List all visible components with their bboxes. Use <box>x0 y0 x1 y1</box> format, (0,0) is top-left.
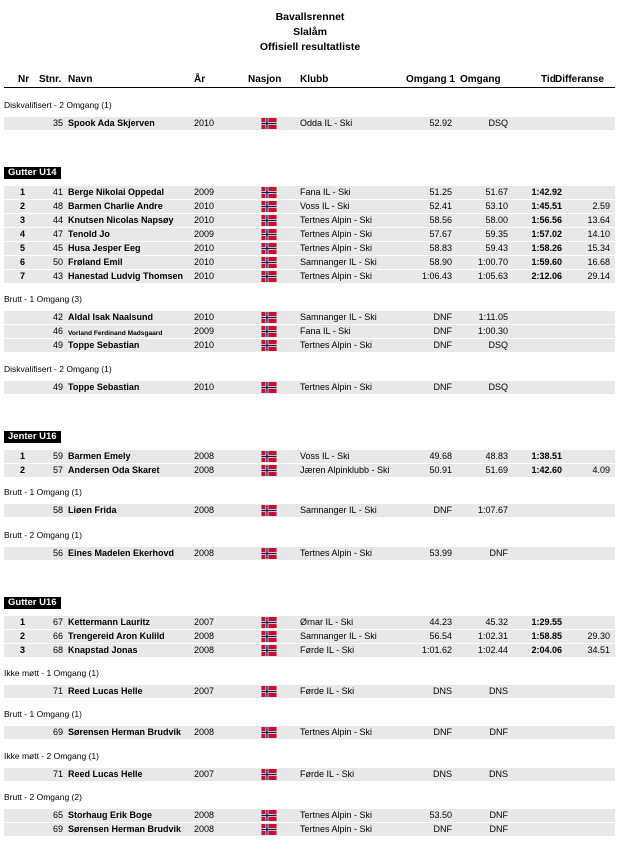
norway-flag-icon <box>260 340 278 351</box>
rank: 1 <box>20 187 26 197</box>
athlete-name: Barmen Emely <box>68 451 131 461</box>
norway-flag-icon <box>260 824 278 835</box>
athlete-name: Sørensen Herman Brudvik <box>68 727 182 737</box>
run2-time: DSQ <box>488 382 508 392</box>
run1-time: 52.92 <box>429 118 452 128</box>
norway-flag-icon <box>260 187 278 198</box>
norway-flag-icon <box>260 617 278 628</box>
bib-number: 47 <box>52 229 63 239</box>
club: Samnanger IL - Ski <box>300 257 377 267</box>
run1-time: DNF <box>433 326 452 336</box>
birth-year: 2009 <box>194 187 215 197</box>
run2-time: 53.10 <box>485 201 508 211</box>
athlete-name: Knapstad Jonas <box>68 645 138 655</box>
norway-flag-icon <box>260 312 278 323</box>
status-group-label: Brutt - 1 Omgang (3) <box>4 294 82 304</box>
athlete-name: Storhaug Erik Boge <box>68 810 153 820</box>
athlete-name: Trengereid Aron Kulild <box>68 631 165 641</box>
birth-year: 2008 <box>194 810 215 820</box>
norway-flag-icon <box>260 257 278 268</box>
bib-number: 42 <box>52 312 63 322</box>
col-tid: Tid <box>541 74 556 85</box>
run2-time: DNF <box>489 548 508 558</box>
result-row <box>4 630 615 643</box>
norway-flag-icon <box>260 686 278 697</box>
birth-year: 2008 <box>194 631 215 641</box>
run2-time: 1:00.30 <box>477 326 508 336</box>
club: Voss IL - Ski <box>300 201 350 211</box>
time-difference: 4.09 <box>592 465 610 475</box>
time-difference: 2.59 <box>592 201 610 211</box>
birth-year: 2009 <box>194 326 215 336</box>
norway-flag-icon <box>260 243 278 254</box>
club: Samnanger IL - Ski <box>300 312 377 322</box>
run2-time: DNS <box>488 686 508 696</box>
norway-flag-icon <box>260 769 278 780</box>
athlete-name: Spook Ada Skjerven <box>68 118 155 128</box>
club: Tertnes Alpin - Ski <box>300 229 373 239</box>
result-row <box>4 242 615 255</box>
club: Tertnes Alpin - Ski <box>300 548 373 558</box>
run1-time: 51.25 <box>429 187 452 197</box>
run1-time: DNF <box>433 340 452 350</box>
birth-year: 2010 <box>194 312 215 322</box>
athlete-name: Sørensen Herman Brudvik <box>68 824 182 834</box>
birth-year: 2010 <box>194 340 215 350</box>
athlete-name: Hanestad Ludvig Thomsen <box>68 271 184 281</box>
run1-time: 58.90 <box>429 257 452 267</box>
rank: 5 <box>20 243 26 253</box>
result-row <box>4 186 615 199</box>
club: Samnanger IL - Ski <box>300 505 377 515</box>
athlete-name: Eines Madelen Ekerhovd <box>68 548 175 558</box>
athlete-name: Vorland Ferdinand Madsgaard <box>68 329 163 337</box>
run1-time: 58.56 <box>429 215 452 225</box>
bib-number: 50 <box>52 257 63 267</box>
total-time: 1:59.60 <box>531 257 562 267</box>
result-row <box>4 644 615 657</box>
rank: 1 <box>20 451 26 461</box>
club: Tertnes Alpin - Ski <box>300 727 373 737</box>
club: Samnanger IL - Ski <box>300 631 377 641</box>
result-row <box>4 823 615 836</box>
total-time: 1:45.51 <box>531 201 562 211</box>
time-difference: 29.14 <box>587 271 610 281</box>
run2-time: 1:05.63 <box>477 271 508 281</box>
run2-time: 1:02.31 <box>477 631 508 641</box>
bib-number: 71 <box>52 686 63 696</box>
col-nr: Nr <box>18 74 30 85</box>
birth-year: 2010 <box>194 118 215 128</box>
club: Førde IL - Ski <box>300 769 355 779</box>
run1-time: DNS <box>432 769 452 779</box>
result-row <box>4 256 615 269</box>
bib-number: 48 <box>52 201 63 211</box>
run2-time: 1:11.05 <box>478 312 508 322</box>
norway-flag-icon <box>260 229 278 240</box>
col-navn: Navn <box>68 74 93 85</box>
time-difference: 14.10 <box>587 229 610 239</box>
list-title: Offisiell resultatliste <box>259 41 361 53</box>
club: Tertnes Alpin - Ski <box>300 215 373 225</box>
result-row <box>4 768 615 781</box>
run1-time: 50.91 <box>429 465 452 475</box>
bib-number: 59 <box>52 451 63 461</box>
norway-flag-icon <box>260 505 278 516</box>
total-time: 1:57.02 <box>531 229 562 239</box>
club: Odda IL - Ski <box>300 118 353 128</box>
status-group-label: Ikke møtt - 2 Omgang (1) <box>4 751 99 761</box>
bib-number: 69 <box>52 727 63 737</box>
club: Førde IL - Ski <box>300 645 355 655</box>
bib-number: 58 <box>52 505 63 515</box>
athlete-name: Aldal Isak Naalsund <box>68 312 154 322</box>
bib-number: 45 <box>52 243 63 253</box>
time-difference: 34.51 <box>587 645 610 655</box>
status-group-label: Diskvalifisert - 2 Omgang (1) <box>4 364 112 374</box>
col-differanse: Differanse <box>555 74 604 85</box>
bib-number: 71 <box>52 769 63 779</box>
result-row <box>4 726 615 739</box>
run2-time: 58.00 <box>485 215 508 225</box>
club: Tertnes Alpin - Ski <box>300 271 373 281</box>
birth-year: 2008 <box>194 645 215 655</box>
club: Voss IL - Ski <box>300 451 350 461</box>
birth-year: 2007 <box>194 769 215 779</box>
bib-number: 56 <box>52 548 63 558</box>
athlete-name: Liøen Frida <box>68 505 117 515</box>
col-omgang2: Omgang <box>460 74 501 85</box>
result-row <box>4 809 615 822</box>
run2-time: 51.67 <box>485 187 508 197</box>
club: Fana IL - Ski <box>300 187 351 197</box>
run2-time: 59.43 <box>485 243 508 253</box>
run1-time: DNS <box>432 686 452 696</box>
rank: 1 <box>20 617 26 627</box>
birth-year: 2008 <box>194 505 215 515</box>
run2-time: 59.35 <box>485 229 508 239</box>
norway-flag-icon <box>260 727 278 738</box>
norway-flag-icon <box>260 548 278 559</box>
time-difference: 15.34 <box>587 243 610 253</box>
run1-time: DNF <box>433 382 452 392</box>
bib-number: 68 <box>52 645 63 655</box>
club: Tertnes Alpin - Ski <box>300 243 373 253</box>
result-row <box>4 214 615 227</box>
result-row <box>4 381 615 394</box>
athlete-name: Berge Nikolai Oppedal <box>68 187 165 197</box>
birth-year: 2008 <box>194 451 215 461</box>
athlete-name: Andersen Oda Skaret <box>68 465 160 475</box>
athlete-name: Knutsen Nicolas Napsøy <box>68 215 174 225</box>
status-group-label: Brutt - 1 Omgang (1) <box>4 709 82 719</box>
class-heading: Jenter U16 <box>4 431 61 443</box>
rank: 2 <box>20 465 26 475</box>
rank: 2 <box>20 631 26 641</box>
run1-time: 53.50 <box>429 810 452 820</box>
run1-time: DNF <box>433 312 452 322</box>
event-title: Bavallsrennet <box>275 11 345 23</box>
athlete-name: Reed Lucas Helle <box>68 769 143 779</box>
norway-flag-icon <box>260 201 278 212</box>
header-rule <box>4 87 615 88</box>
result-row <box>4 504 615 517</box>
result-row <box>4 228 615 241</box>
run1-time: 58.83 <box>429 243 452 253</box>
total-time: 1:58.85 <box>531 631 562 641</box>
run2-time: DNS <box>488 769 508 779</box>
run2-time: 51.69 <box>485 465 508 475</box>
bib-number: 67 <box>52 617 63 627</box>
club: Førde IL - Ski <box>300 686 355 696</box>
birth-year: 2007 <box>194 686 215 696</box>
rank: 7 <box>20 271 26 281</box>
time-difference: 13.64 <box>587 215 610 225</box>
norway-flag-icon <box>260 382 278 393</box>
total-time: 1:38.51 <box>531 451 562 461</box>
birth-year: 2010 <box>194 215 215 225</box>
col-omgang1: Omgang 1 <box>406 74 455 85</box>
run2-time: DNF <box>489 810 508 820</box>
result-row <box>4 450 615 463</box>
col-nasjon: Nasjon <box>248 74 282 85</box>
birth-year: 2008 <box>194 824 215 834</box>
club: Tertnes Alpin - Ski <box>300 382 373 392</box>
athlete-name: Toppe Sebastian <box>68 340 140 350</box>
run2-time: DSQ <box>488 340 508 350</box>
club: Tertnes Alpin - Ski <box>300 810 373 820</box>
birth-year: 2007 <box>194 617 215 627</box>
run2-time: 48.83 <box>485 451 508 461</box>
athlete-name: Husa Jesper Eeg <box>68 243 141 253</box>
rank: 2 <box>20 201 26 211</box>
birth-year: 2009 <box>194 229 215 239</box>
col-stnr: Stnr. <box>39 74 62 85</box>
run1-time: 53.99 <box>429 548 452 558</box>
result-row <box>4 464 615 477</box>
result-row <box>4 616 615 629</box>
athlete-name: Tenold Jo <box>68 229 110 239</box>
total-time: 1:42.92 <box>531 187 562 197</box>
club: Tertnes Alpin - Ski <box>300 824 373 834</box>
result-row <box>4 685 615 698</box>
run1-time: DNF <box>433 505 452 515</box>
status-group-label: Ikke møtt - 1 Omgang (1) <box>4 668 99 678</box>
result-row <box>4 325 615 338</box>
result-row <box>4 311 615 324</box>
rank: 6 <box>20 257 26 267</box>
bib-number: 44 <box>52 215 63 225</box>
bib-number: 41 <box>52 187 63 197</box>
birth-year: 2010 <box>194 201 215 211</box>
birth-year: 2010 <box>194 382 215 392</box>
status-group-label: Brutt - 1 Omgang (1) <box>4 487 82 497</box>
bib-number: 35 <box>52 118 63 128</box>
club: Tertnes Alpin - Ski <box>300 340 373 350</box>
norway-flag-icon <box>260 326 278 337</box>
athlete-name: Kettermann Lauritz <box>68 617 151 627</box>
run2-time: 45.32 <box>485 617 508 627</box>
status-group-label: Diskvalifisert - 2 Omgang (1) <box>4 100 112 110</box>
bib-number: 69 <box>52 824 63 834</box>
rank: 4 <box>20 229 26 239</box>
run1-time: 57.67 <box>429 229 452 239</box>
bib-number: 66 <box>52 631 63 641</box>
run2-time: 1:02.44 <box>477 645 508 655</box>
col-klubb: Klubb <box>300 74 329 85</box>
rank: 3 <box>20 215 26 225</box>
total-time: 1:56.56 <box>531 215 562 225</box>
athlete-name: Frøland Emil <box>68 257 123 267</box>
birth-year: 2010 <box>194 271 215 281</box>
norway-flag-icon <box>260 810 278 821</box>
athlete-name: Toppe Sebastian <box>68 382 140 392</box>
result-row <box>4 117 615 130</box>
birth-year: 2008 <box>194 727 215 737</box>
rank: 3 <box>20 645 26 655</box>
discipline-title: Slalåm <box>293 26 327 38</box>
result-row <box>4 200 615 213</box>
col-aar: År <box>194 74 206 85</box>
athlete-name: Barmen Charlie Andre <box>68 201 163 211</box>
total-time: 1:58.26 <box>531 243 562 253</box>
status-group-label: Brutt - 2 Omgang (2) <box>4 792 82 802</box>
run1-time: DNF <box>433 824 452 834</box>
run1-time: 44.23 <box>429 617 452 627</box>
birth-year: 2010 <box>194 243 215 253</box>
norway-flag-icon <box>260 451 278 462</box>
norway-flag-icon <box>260 118 278 129</box>
birth-year: 2008 <box>194 548 215 558</box>
run2-time: 1:07.67 <box>477 505 508 515</box>
run2-time: DSQ <box>488 118 508 128</box>
norway-flag-icon <box>260 631 278 642</box>
run1-time: DNF <box>433 727 452 737</box>
total-time: 2:12.06 <box>531 271 562 281</box>
class-heading: Gutter U16 <box>4 597 61 609</box>
club: Jæren Alpinklubb - Ski <box>300 465 390 475</box>
total-time: 1:42.60 <box>531 465 562 475</box>
bib-number: 46 <box>52 326 63 336</box>
club: Fana IL - Ski <box>300 326 351 336</box>
status-group-label: Brutt - 2 Omgang (1) <box>4 530 82 540</box>
result-row <box>4 270 615 283</box>
run1-time: 1:01.62 <box>421 645 452 655</box>
run1-time: 52.41 <box>429 201 452 211</box>
total-time: 2:04.06 <box>531 645 562 655</box>
result-row <box>4 547 615 560</box>
result-row <box>4 339 615 352</box>
run1-time: 1:06.43 <box>421 271 452 281</box>
club: Ørnar IL - Ski <box>300 617 354 627</box>
birth-year: 2010 <box>194 257 215 267</box>
bib-number: 65 <box>52 810 63 820</box>
run2-time: DNF <box>489 727 508 737</box>
norway-flag-icon <box>260 465 278 476</box>
bib-number: 43 <box>52 271 63 281</box>
norway-flag-icon <box>260 271 278 282</box>
norway-flag-icon <box>260 645 278 656</box>
time-difference: 29.30 <box>587 631 610 641</box>
birth-year: 2008 <box>194 465 215 475</box>
run1-time: 49.68 <box>429 451 452 461</box>
norway-flag-icon <box>260 215 278 226</box>
bib-number: 49 <box>52 382 63 392</box>
bib-number: 49 <box>52 340 63 350</box>
run1-time: 56.54 <box>429 631 452 641</box>
bib-number: 57 <box>52 465 63 475</box>
athlete-name: Reed Lucas Helle <box>68 686 143 696</box>
time-difference: 16.68 <box>587 257 610 267</box>
total-time: 1:29.55 <box>531 617 562 627</box>
run2-time: 1:00.70 <box>477 257 508 267</box>
run2-time: DNF <box>489 824 508 834</box>
class-heading: Gutter U14 <box>4 167 61 179</box>
